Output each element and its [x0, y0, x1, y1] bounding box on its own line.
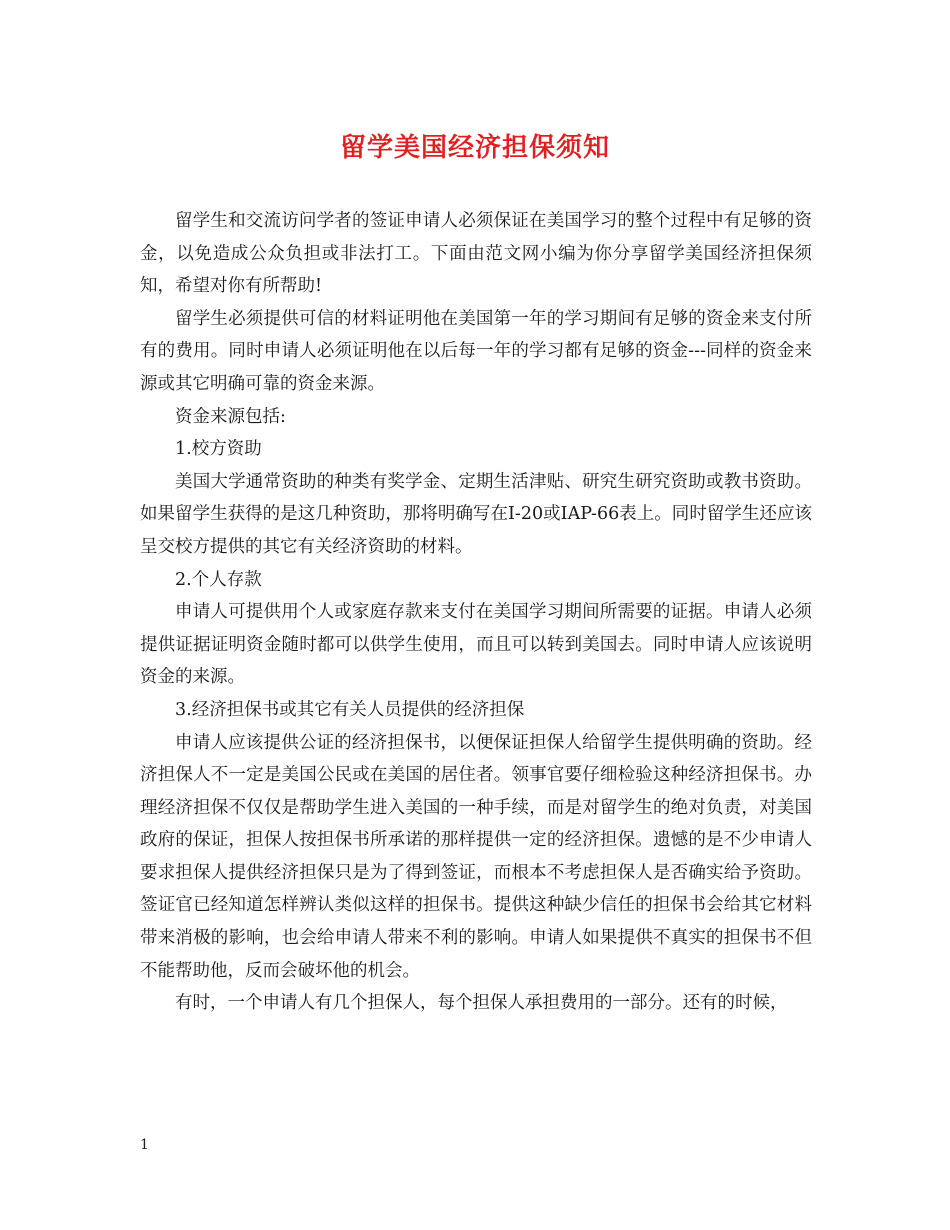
- section-heading-personal-savings: 2.个人存款: [175, 569, 262, 590]
- section-heading-school-aid: 1.校方资助: [175, 439, 262, 460]
- paragraph-school-aid: 美国大学通常资助的种类有奖学金、定期生活津贴、研究生研究资助或教书资助。如果留学生获得的是这几种资助，那将明确写在I-20或IAP-66表上。同时留学生还应该呈交校方提供的其它有关经济资助的材料。: [140, 471, 812, 557]
- page-number: 1: [140, 1137, 149, 1153]
- section-heading-sponsorship: 3.经济担保书或其它有关人员提供的经济担保: [175, 699, 525, 720]
- paragraph-multiple-sponsors: 有时，一个申请人有几个担保人，每个担保人承担费用的一部分。还有的时候，: [175, 993, 788, 1014]
- paragraph-sources-heading: 资金来源包括:: [175, 406, 286, 427]
- document-title: 留学美国经济担保须知: [339, 133, 610, 163]
- paragraph-intro: 留学生和交流访问学者的签证申请人必须保证在美国学习的整个过程中有足够的资金，以免造成公众负担或非法打工。下面由范文网小编为你分享留学美国经济担保须知，希望对你有所帮助!: [140, 211, 812, 297]
- document-body: [140, 205, 812, 1020]
- paragraph-personal-savings: 申请人可提供用个人或家庭存款来支付在美国学习期间所需要的证据。申请人必须提供证据证明资金随时都可以供学生使用，而且可以转到美国去。同时申请人应该说明资金的来源。: [140, 602, 812, 688]
- paragraph-requirement: 留学生必须提供可信的材料证明他在美国第一年的学习期间有足够的资金来支付所有的费用。同时申请人必须证明他在以后每一年的学习都有足够的资金---同样的资金来源或其它明确可靠的资金来源。: [140, 308, 812, 394]
- paragraph-sponsorship: 申请人应该提供公证的经济担保书，以便保证担保人给留学生提供明确的资助。经济担保人不一定是美国公民或在美国的居住者。领事官要仔细检验这种经济担保书。办理经济担保不仅仅是帮助学生进入美国的一种手续，而是对留学生的绝对负责，对美国政府的保证，担保人按担保书所承诺的那样提供一定的经济担保。遗憾的是不少申请人要求担保人提供经济担保只是为了得到签证，而根本不考虑担保人是否确实给予资助。签证官已经知道怎样辨认类似这样的担保书。提供这种缺少信任的担保书会给其它材料带来消极的影响，也会给申请人带来不利的影响。申请人如果提供不真实的担保书不但不能帮助他，反而会破坏他的机会。: [140, 732, 812, 981]
